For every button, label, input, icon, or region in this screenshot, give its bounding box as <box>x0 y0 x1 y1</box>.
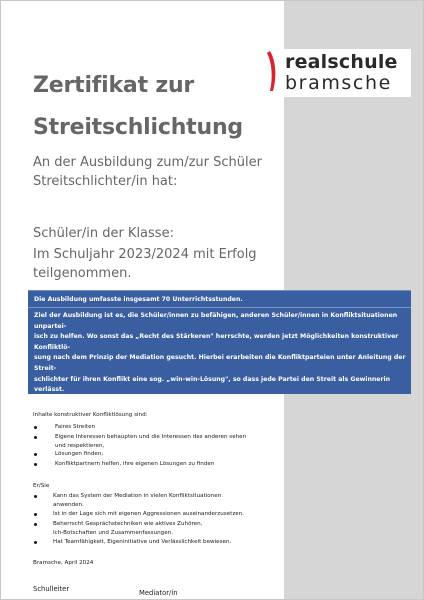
bullet-icon <box>34 513 37 516</box>
training-goal-text <box>34 311 406 396</box>
logo-text-line2: bramsche <box>285 72 392 94</box>
content-item: Konfliktpartnern helfen, ihre eigenen Lösungen zu finden <box>55 461 215 467</box>
content-item-cont: und respektieren, <box>55 443 105 449</box>
class-line: Schüler/in der Klasse: <box>33 226 174 241</box>
skill-item-cont: anwenden. <box>53 502 84 508</box>
place-date: Bramsche, April 2024 <box>33 560 94 566</box>
skill-item: Beherrscht Gesprächstechniken wie aktives Zuhören, <box>53 521 203 527</box>
training-info-box <box>28 290 411 394</box>
bullet-icon <box>34 453 37 456</box>
training-goal-line: sung nach dem Prinzip der Mediation gesucht. Hierbei erarbeiten die Konfliktparteien unter Anleitung der Streit- <box>34 354 406 372</box>
content-heading: Inhalte konstruktiver Konfliktlösung sind: <box>33 412 148 418</box>
certificate-title-line2: Streitschlichtung <box>33 115 243 140</box>
bullet-icon <box>34 495 37 498</box>
logo-swoosh-icon <box>267 49 281 93</box>
bullet-icon <box>34 523 37 526</box>
training-goal-line: schlichter für ihren Konflikt eine sog. „win-win-Lösung", so dass jede Partei den Streit als Gewinnerin verlässt. <box>34 375 391 394</box>
content-item: Lösungen finden, <box>55 451 104 457</box>
intro-line2: Streitschlichter/in hat: <box>33 174 178 189</box>
certificate-title-line1: Zertifikat zur <box>33 73 195 98</box>
skill-item: Hat Teamfähigkeit, Eigeninitiative und Verlässlichkeit bewiesen. <box>53 539 232 545</box>
bullet-icon <box>34 436 37 439</box>
content-item: Eigene Interessen behaupten und die Interessen des anderen sehen <box>55 434 247 440</box>
bullet-icon <box>34 541 37 544</box>
skill-item: Kann das System der Mediation in vielen Konfliktsituationen <box>53 493 222 499</box>
training-hours-text: Die Ausbildung umfasste insgesamt 70 Unterrichtsstunden. <box>34 296 243 303</box>
intro-line1: An der Ausbildung zum/zur Schüler <box>33 155 262 170</box>
content-item: Faires Streiten <box>55 424 96 430</box>
logo-text-line1: realschule <box>285 51 398 73</box>
training-goal-line: Ziel der Ausbildung ist es, die Schüler/innen zu befähigen, anderen Schüler/innen in Konfliktsituationen unpartei- <box>34 312 398 330</box>
year-line1: Im Schuljahr 2023/2024 mit Erfolg <box>33 247 257 262</box>
school-logo <box>265 49 411 97</box>
year-line2: teilgenommen. <box>33 266 132 281</box>
training-goal-line: isch zu helfen. Wo sonst das „Recht des Stärkeren" herrschte, werden jetzt Möglichkeiten konstruktiver Konfliktlö- <box>34 333 399 351</box>
skill-item-cont: Ich-Botschaften und Zusammenfassungen. <box>53 530 173 536</box>
skills-heading: Er/Sie <box>33 483 50 489</box>
bullet-icon <box>34 426 37 429</box>
bullet-icon <box>34 463 37 466</box>
signature-mediator-label: Mediator/in <box>139 589 178 597</box>
signature-principal-label: Schulleiter <box>33 585 70 593</box>
skill-item: Ist in der Lage sich mit eigenen Aggressionen auseinanderzusetzen. <box>53 511 245 517</box>
box-divider <box>28 307 411 308</box>
